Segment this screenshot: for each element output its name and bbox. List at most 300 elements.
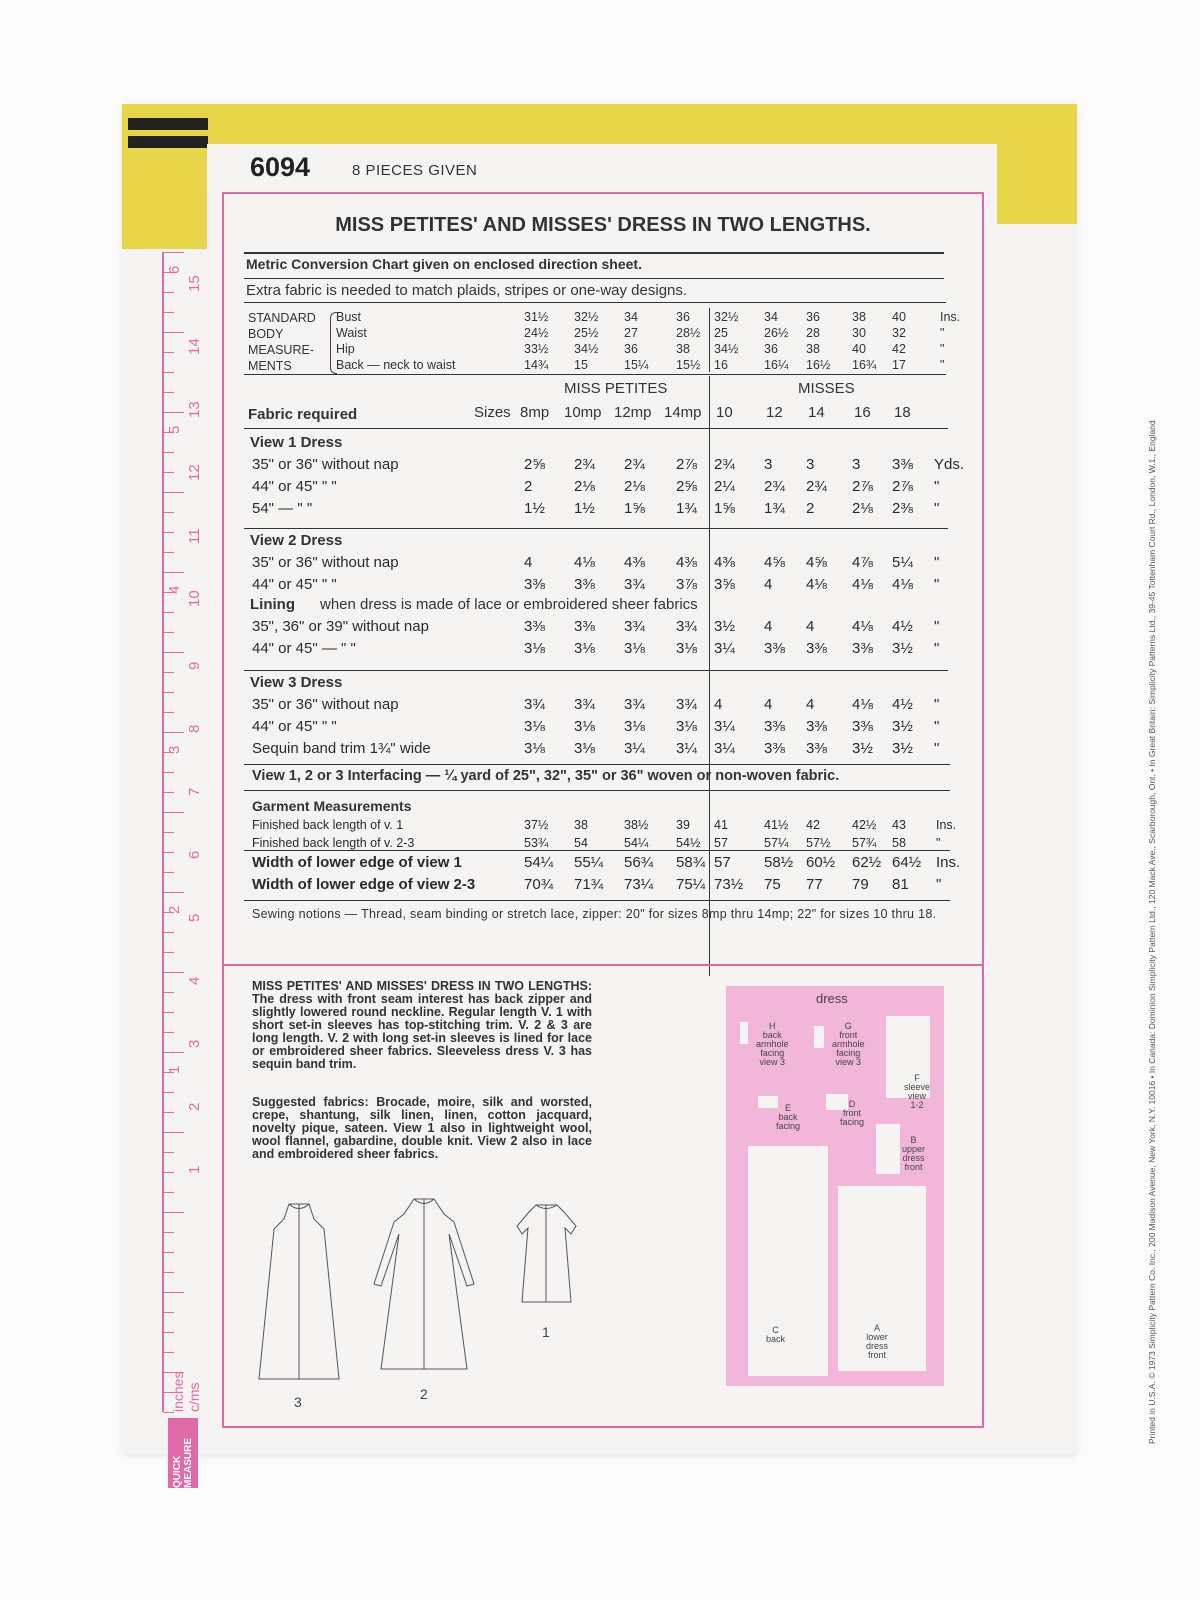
unit-mark: " [934, 718, 940, 735]
piece-b-shape [876, 1124, 900, 1174]
unit-mark: " [940, 342, 945, 356]
ruler-tick [164, 692, 174, 693]
ruler-tick [164, 952, 174, 953]
ruler-tick [164, 552, 174, 553]
unit-mark: " [934, 478, 940, 495]
metric-note: Metric Conversion Chart given on enclosed direction sheet. [246, 256, 642, 272]
garment-value: 54¼ [524, 854, 554, 871]
garment-value: 62½ [852, 854, 882, 871]
unit-mark: " [934, 640, 940, 657]
fabric-value: 3⅜ [806, 640, 827, 657]
fabric-value: 4 [764, 618, 773, 635]
unit-mark: Ins. [936, 818, 957, 832]
fabric-row-label: 35", 36" or 39" without nap [252, 618, 429, 635]
unit-mark: " [936, 836, 941, 850]
ruler-tick [164, 852, 174, 853]
ruler-tick [164, 1312, 174, 1313]
ruler-tick [164, 472, 174, 473]
ruler-tick [164, 412, 184, 413]
divider [244, 670, 948, 671]
unit-mark: " [934, 740, 940, 757]
ruler-tick [164, 1192, 174, 1193]
fabric-value: 2¾ [764, 478, 785, 495]
fabric-value: 5¼ [892, 554, 913, 571]
body-measure-value: 31½ [524, 310, 549, 324]
garment-value: 39 [676, 818, 690, 832]
cm-mark: 15 [186, 275, 203, 292]
fabric-value: 4⅛ [892, 576, 913, 593]
fabric-value: 4 [764, 576, 773, 593]
body-measure-value: 34½ [574, 342, 599, 356]
fabric-value: 3½ [714, 618, 735, 635]
garment-value: 57 [714, 854, 731, 871]
fabric-value: 1⅝ [714, 500, 735, 517]
fabric-value: 3⅛ [624, 640, 645, 657]
fabric-value: 3¼ [714, 640, 735, 657]
sketch-label-3: 3 [294, 1394, 302, 1410]
piece-a-label: A lower dress front [866, 1323, 889, 1360]
body-measure-value: 34 [764, 310, 778, 324]
body-measure-label: Back — neck to waist [336, 358, 456, 372]
ruler-tick [164, 872, 174, 873]
fabric-value: 3⅜ [852, 640, 873, 657]
fabric-value: 4 [806, 618, 815, 635]
fabric-value: 3¼ [676, 740, 697, 757]
ruler-tick [164, 672, 174, 673]
cm-mark: 11 [186, 528, 203, 544]
piece-d-label: D front facing [840, 1099, 865, 1127]
cm-mark: 5 [186, 913, 203, 922]
fabric-row-label: 44" or 45" — " " [252, 640, 356, 657]
fabric-value: 2 [806, 500, 815, 517]
section-heading: Lining [250, 596, 295, 613]
ruler-tick [164, 1132, 184, 1133]
garment-value: 57½ [806, 836, 831, 850]
cm-mark: 8 [186, 724, 203, 733]
garment-value: 57¾ [852, 836, 877, 850]
cm-mark: 1 [186, 1165, 203, 1174]
fabric-value: 3½ [892, 640, 913, 657]
garment-value: 54½ [676, 836, 701, 850]
fabric-value: 3⅛ [624, 718, 645, 735]
ruler-tick [164, 1092, 174, 1093]
garment-value: 60½ [806, 854, 836, 871]
cm-mark: 6 [186, 850, 203, 859]
cm-mark: 2 [186, 1102, 203, 1111]
unit-mark: Yds. [934, 456, 965, 473]
body-measure-value: 25½ [574, 326, 599, 340]
size-header: 12 [766, 404, 783, 421]
section-heading-rest: when dress is made of lace or embroidered sheer fabrics [320, 596, 698, 613]
body-measure-value: 40 [852, 342, 866, 356]
garment-value: 81 [892, 876, 909, 893]
fabric-value: 3½ [852, 740, 873, 757]
cm-mark: 9 [186, 661, 203, 670]
body-measure-value: 24½ [524, 326, 549, 340]
body-measure-label: Bust [336, 310, 362, 324]
body-measure-value: 27 [624, 326, 638, 340]
fabric-value: 2¾ [624, 456, 645, 473]
fabric-value: 3⅛ [574, 718, 595, 735]
fabric-row-label: 35" or 36" without nap [252, 554, 399, 571]
size-header: 10mp [564, 404, 602, 421]
body-measure-value: 30 [852, 326, 866, 340]
divider [244, 900, 950, 901]
ruler-tick [164, 372, 174, 373]
sewing-notions: Sewing notions — Thread, seam binding or stretch lace, zipper: 20" for sizes 8mp thru 14mp; 22" for sizes 10 thru 18. [252, 907, 937, 921]
fabric-value: 1¾ [764, 500, 785, 517]
garment-value: 41½ [764, 818, 789, 832]
size-header: 16 [854, 404, 871, 421]
fabric-value: 3⅛ [676, 640, 697, 657]
unit-mark: " [940, 358, 945, 372]
view-3-sketch [254, 1199, 344, 1389]
body-measure-value: 34 [624, 310, 638, 324]
cm-mark: 4 [186, 976, 203, 985]
column-divider [709, 308, 710, 372]
body-measure-value: 15½ [676, 358, 701, 372]
fabric-value: 3⅝ [714, 576, 735, 593]
fabric-value: 3¾ [624, 696, 645, 713]
unit-mark: " [940, 326, 945, 340]
garment-value: 73½ [714, 876, 744, 893]
garment-heading: Garment Measurements [252, 798, 412, 814]
ruler-tick [164, 1232, 174, 1233]
info-box [222, 192, 984, 1428]
cm-mark: 3 [186, 1039, 203, 1048]
fabric-value: 3⅜ [806, 740, 827, 757]
ruler-tick [164, 532, 174, 533]
fabric-value: 4 [806, 696, 815, 713]
fabric-row-label: Sequin band trim 1¾" wide [252, 740, 431, 757]
garment-value: 57 [714, 836, 728, 850]
sketch-label-1: 1 [542, 1324, 550, 1340]
unit-mark: " [934, 500, 940, 517]
divider [244, 528, 948, 529]
garment-value: 70¾ [524, 876, 554, 893]
ruler-tick [164, 572, 184, 573]
fabric-value: 2⅞ [676, 456, 697, 473]
garment-value: 42½ [852, 818, 877, 832]
fabric-value: 2⅛ [624, 478, 645, 495]
divider [244, 302, 946, 303]
ruler-tick [164, 352, 174, 353]
body-measure-value: 28½ [676, 326, 701, 340]
fabric-value: 3⅜ [764, 718, 785, 735]
garment-value: 55¼ [574, 854, 604, 871]
fabric-value: 2⅝ [524, 456, 545, 473]
body-measure-value: 16½ [806, 358, 831, 372]
inch-mark: 5 [166, 425, 183, 434]
body-measure-value: 32½ [574, 310, 599, 324]
fabric-value: 2¼ [714, 478, 735, 495]
garment-value: 79 [852, 876, 869, 893]
piece-h-shape [740, 1022, 748, 1044]
ruler-tick [164, 1032, 174, 1033]
body-measure-label: Waist [336, 326, 367, 340]
fabric-value: 4⅜ [676, 554, 697, 571]
pattern-number: 6094 [250, 152, 311, 182]
fabric-value: 2¾ [574, 456, 595, 473]
fabric-value: 3⅜ [852, 718, 873, 735]
fabric-value: 2¾ [806, 478, 827, 495]
garment-value: 58 [892, 836, 906, 850]
quick-measure-badge: QUICK MEASURE [168, 1418, 198, 1488]
fabric-value: 1⅝ [624, 500, 645, 517]
extra-fabric-note: Extra fabric is needed to match plaids, stripes or one-way designs. [246, 282, 688, 299]
body-measure-value: 32 [892, 326, 906, 340]
garment-value: 41 [714, 818, 728, 832]
fabric-value: 3⅛ [524, 718, 545, 735]
garment-value: 38½ [624, 818, 649, 832]
divider [244, 374, 946, 375]
layout-title: dress [816, 991, 848, 1006]
garment-value: 58½ [764, 854, 794, 871]
fabric-value: 3¾ [624, 618, 645, 635]
ruler-tick [164, 892, 184, 893]
ruler-tick [164, 1212, 184, 1213]
body-measure-value: 16¼ [764, 358, 789, 372]
fabric-value: 3¾ [676, 618, 697, 635]
copyright-text: Printed in U.S.A. © 1973 Simplicity Pattern Co. Inc., 200 Madison Avenue, New York, N.Y. 10016 • In Canada: Dominion Simplicity Pattern Ltd., 120 Mack Ave., Scarborough, Ont. • In Great Britain: Simplicity Patterns Ltd., 39-45 Tottenham Court Rd., London, W.1., England [1147, 420, 1157, 1444]
body-measure-value: 26½ [764, 326, 789, 340]
fabric-value: 4½ [892, 618, 913, 635]
fabric-value: 4⅝ [806, 554, 827, 571]
fabric-value: 2⅛ [574, 478, 595, 495]
ruler-tick [164, 1172, 174, 1173]
fabric-value: 3⅜ [574, 576, 595, 593]
fabric-value: 3¾ [624, 576, 645, 593]
black-stripe [128, 118, 208, 130]
pattern-envelope [122, 104, 1157, 1488]
garment-value: 56¾ [624, 854, 654, 871]
size-header: 10 [716, 404, 733, 421]
body-measure-value: 16 [714, 358, 728, 372]
body-measure-value: 34½ [714, 342, 739, 356]
piece-c-shape [748, 1146, 828, 1376]
garment-value: 53¾ [524, 836, 549, 850]
body-measure-value: 38 [806, 342, 820, 356]
fabric-row-label: 44" or 45" " " [252, 478, 337, 495]
fabric-value: 4⅛ [852, 576, 873, 593]
body-measure-value: 15¼ [624, 358, 649, 372]
fabric-value: 3⅜ [524, 576, 545, 593]
fabric-value: 2¾ [714, 456, 735, 473]
ruler-tick [164, 732, 184, 733]
fabric-value: 2⅞ [892, 478, 913, 495]
body-measure-value: 17 [892, 358, 906, 372]
fabric-value: 3⅛ [524, 640, 545, 657]
sketch-label-2: 2 [420, 1386, 428, 1402]
garment-value: 75¼ [676, 876, 706, 893]
fabric-value: 3⅜ [574, 618, 595, 635]
ruler-tick [164, 1152, 174, 1153]
column-divider [709, 376, 710, 976]
size-header: 14 [808, 404, 825, 421]
fabric-value: 3¾ [676, 696, 697, 713]
page-title: MISS PETITES' AND MISSES' DRESS IN TWO LENGTHS. [335, 214, 871, 236]
ruler-units-label: inches c/ms [170, 1371, 202, 1412]
ruler-tick [164, 632, 174, 633]
fabric-row-label: 35" or 36" without nap [252, 456, 399, 473]
fabric-value: 4⅜ [714, 554, 735, 571]
section-heading: View 2 Dress [250, 532, 343, 549]
divider [244, 764, 950, 765]
fabric-value: 3 [852, 456, 861, 473]
ruler-tick [164, 992, 174, 993]
cm-mark: 14 [186, 338, 203, 355]
divider [244, 278, 944, 279]
body-measure-label: Hip [336, 342, 355, 356]
garment-value: 71¾ [574, 876, 604, 893]
fabric-value: 3 [806, 456, 815, 473]
fabric-value: 1¾ [676, 500, 697, 517]
ruler-tick [164, 312, 174, 313]
fabric-value: 4 [714, 696, 723, 713]
ruler-tick [164, 812, 184, 813]
garment-value: 58¾ [676, 854, 706, 871]
fabric-value: 3⅛ [676, 718, 697, 735]
ruler-tick [164, 1012, 174, 1013]
cm-mark: 12 [186, 464, 203, 481]
garment-value: 64½ [892, 854, 922, 871]
cm-mark: 7 [186, 787, 203, 796]
piece-e-label: E back facing [776, 1103, 801, 1131]
inch-mark: 3 [166, 745, 183, 754]
fabric-value: 3⅛ [574, 640, 595, 657]
piece-c-label: C back [766, 1325, 786, 1344]
unit-mark: Ins. [940, 310, 961, 324]
piece-e-shape [758, 1096, 778, 1108]
fabric-value: 2⅜ [892, 500, 913, 517]
fabric-value: 4½ [892, 696, 913, 713]
view-2-sketch [369, 1194, 479, 1379]
divider [224, 964, 982, 966]
ruler-tick [164, 792, 174, 793]
fabric-row-label: 54" — " " [252, 500, 313, 517]
garment-value: 73¼ [624, 876, 654, 893]
ruler-tick [164, 292, 174, 293]
unit-mark: " [934, 554, 940, 571]
suggested-fabrics: Suggested fabrics: Brocade, moire, silk and worsted, crepe, shantung, silk linen, linen, cotton jacquard, novelty pique, sateen. View 1 also in lightweight wool, wool flannel, gabardine, double knit. View 2 also in lace and embroidered sheer fabrics. [252, 1095, 592, 1161]
divider [244, 428, 948, 429]
fabric-value: 4⅜ [624, 554, 645, 571]
fabric-value: 3¼ [714, 740, 735, 757]
fabric-value: 3¾ [524, 696, 545, 713]
body-measure-value: 38 [676, 342, 690, 356]
piece-h-label: H back armhole facing view 3 [756, 1021, 789, 1067]
fabric-value: 3 [764, 456, 773, 473]
garment-value: 77 [806, 876, 823, 893]
view-1-sketch [514, 1202, 579, 1312]
divider [244, 790, 950, 791]
ruler-tick [164, 772, 174, 773]
pattern-pieces-layout [726, 986, 944, 1386]
size-header: 14mp [664, 404, 702, 421]
ruler-tick [164, 1332, 174, 1333]
interfacing-note: View 1, 2 or 3 Interfacing — ¼ yard of 25", 32", 35" or 36" woven or non-woven fabric. [252, 768, 840, 784]
fabric-value: 4⅛ [852, 696, 873, 713]
inch-mark: 1 [166, 1065, 183, 1074]
ruler-tick [164, 332, 184, 333]
fabric-value: 3½ [892, 718, 913, 735]
fabric-required-label: Fabric required [248, 406, 358, 423]
fabric-value: 3⅜ [764, 640, 785, 657]
standard-body-label: STANDARD BODY MEASURE- MENTS [248, 311, 316, 373]
garment-value: 42 [806, 818, 820, 832]
ruler-tick [164, 832, 174, 833]
divider [244, 252, 944, 254]
body-measure-value: 40 [892, 310, 906, 324]
fabric-value: 4⅝ [764, 554, 785, 571]
body-measure-value: 38 [852, 310, 866, 324]
body-measure-value: 36 [624, 342, 638, 356]
section-heading: View 1 Dress [250, 434, 343, 451]
body-measure-value: 25 [714, 326, 728, 340]
fabric-value: 3¼ [624, 740, 645, 757]
unit-mark: " [934, 696, 940, 713]
body-measure-value: 36 [764, 342, 778, 356]
group-miss-petites: MISS PETITES [564, 380, 668, 397]
yellow-band-right [995, 104, 1077, 224]
inch-mark: 6 [166, 265, 183, 274]
fabric-value: 3⅜ [764, 740, 785, 757]
body-measure-value: 42 [892, 342, 906, 356]
fabric-value: 3¾ [574, 696, 595, 713]
ruler-tick [164, 1052, 184, 1053]
body-measure-value: 36 [676, 310, 690, 324]
cm-mark: 13 [186, 401, 203, 418]
fabric-value: 3½ [892, 740, 913, 757]
ruler-tick [164, 492, 184, 493]
ruler-tick [164, 1292, 184, 1293]
garment-value: 38 [574, 818, 588, 832]
divider [244, 850, 950, 851]
ruler-tick [164, 972, 184, 973]
fabric-value: 3⅜ [524, 618, 545, 635]
piece-b-label: B upper dress front [902, 1135, 926, 1172]
fabric-value: 2⅛ [852, 500, 873, 517]
black-stripe [128, 136, 208, 148]
garment-value: 75 [764, 876, 781, 893]
fabric-value: 2⅞ [852, 478, 873, 495]
fabric-value: 2 [524, 478, 533, 495]
ruler-tick [164, 392, 174, 393]
garment-row-label: Width of lower edge of view 2-3 [252, 876, 476, 893]
fabric-value: 3⅜ [806, 718, 827, 735]
garment-row-label: Finished back length of v. 1 [252, 818, 404, 832]
unit-mark: Ins. [936, 854, 961, 871]
piece-g-label: G front armhole facing view 3 [832, 1021, 865, 1067]
ruler-tick [164, 512, 174, 513]
garment-row-label: Width of lower edge of view 1 [252, 854, 462, 871]
fabric-value: 4⅛ [852, 618, 873, 635]
body-measure-value: 16¾ [852, 358, 877, 372]
fabric-value: 3⅞ [676, 576, 697, 593]
fabric-row-label: 44" or 45" " " [252, 718, 337, 735]
body-measure-value: 36 [806, 310, 820, 324]
ruler-tick [164, 712, 174, 713]
inch-mark: 4 [166, 585, 183, 594]
ruler-tick [164, 1252, 174, 1253]
fabric-value: 3¼ [714, 718, 735, 735]
garment-value: 57¼ [764, 836, 789, 850]
body-measure-value: 14¾ [524, 358, 549, 372]
fabric-value: 3⅛ [524, 740, 545, 757]
ruler-tick [164, 1272, 174, 1273]
garment-value: 54 [574, 836, 588, 850]
body-measure-value: 15 [574, 358, 588, 372]
